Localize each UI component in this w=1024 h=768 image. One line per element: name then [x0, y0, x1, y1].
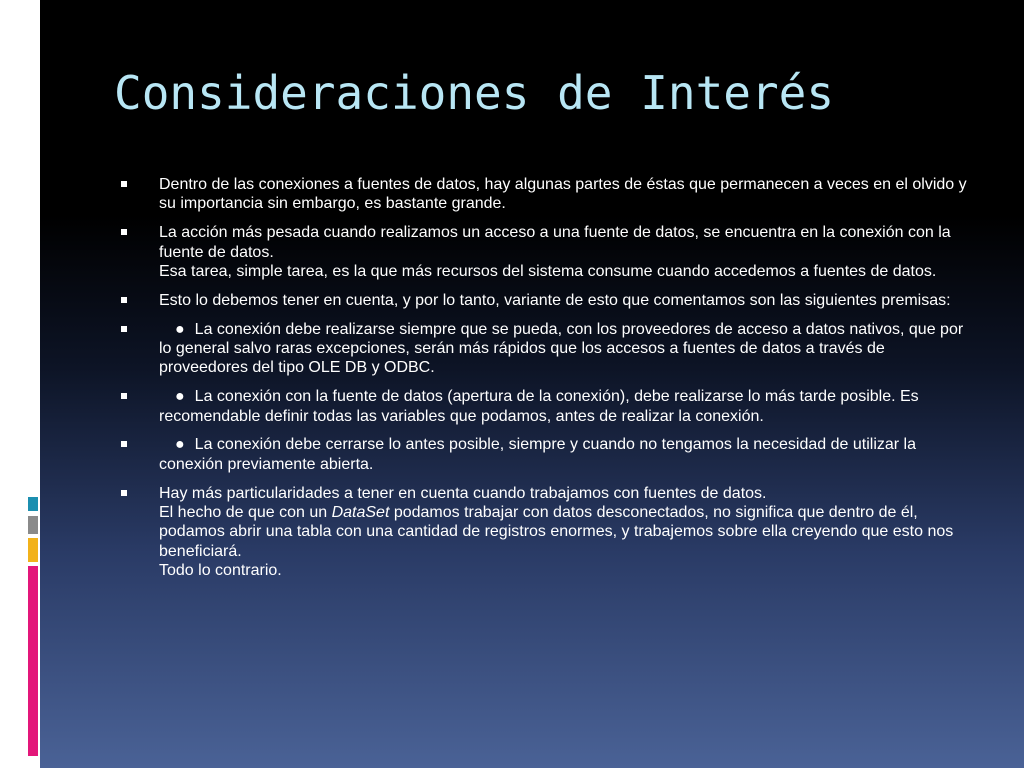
round-bullet-icon: ● — [175, 388, 185, 406]
square-bullet-icon — [121, 297, 127, 303]
bullet-text: Esa tarea, simple tarea, es la que más recursos del sistema consume cuando accedemos a fuentes de datos. — [159, 263, 937, 281]
bullet-item — [118, 387, 978, 426]
bullet-text: Dentro de las conexiones a fuentes de datos, hay algunas partes de éstas que permanecen a veces en el olvido y su importancia sin embargo, es bastante grande. — [159, 176, 967, 213]
round-bullet-icon: ● — [175, 436, 185, 454]
bullet-text: El hecho de que con un — [159, 504, 332, 522]
bullet-text: La conexión con la fuente de datos (apertura de la conexión), debe realizarse lo más tarde posible. Es recomendable definir todas las variables que podamos, antes de realizar la conexión. — [159, 388, 919, 425]
square-bullet-icon — [121, 393, 127, 399]
dataset-term: DataSet — [331, 504, 390, 522]
bullet-text: La conexión debe cerrarse lo antes posible, siempre y cuando no tengamos la necesidad de utilizar la conexión previamente abierta. — [159, 436, 916, 473]
square-bullet-icon — [121, 181, 127, 187]
square-bullet-icon — [121, 326, 127, 332]
left-margin-strip — [0, 0, 40, 768]
bullet-text: Hay más particularidades a tener en cuenta cuando trabajamos con fuentes de datos. — [159, 484, 767, 502]
bullet-text: La acción más pesada cuando realizamos un acceso a una fuente de datos, se encuentra en la conexión con la fuente de datos. — [159, 224, 951, 261]
bullet-text: Esto lo debemos tener en cuenta, y por lo tanto, variante de esto que comentamos son las siguientes premisas: — [159, 291, 951, 309]
square-bullet-icon — [121, 229, 127, 235]
bullet-text: Todo lo contrario. — [159, 562, 282, 580]
accent-bar-blue — [28, 497, 38, 511]
bullet-item — [118, 320, 978, 378]
square-bullet-icon — [121, 441, 127, 447]
bullet-item — [118, 291, 978, 310]
slide — [40, 0, 1024, 768]
bullet-item — [118, 223, 978, 281]
bullet-text: La conexión debe realizarse siempre que se pueda, con los proveedores de acceso a datos nativos, que por lo general salvo raras excepciones, serán más rápidos que los accesos a fuentes de datos a través de proveedores del tipo OLE DB y ODBC. — [159, 320, 964, 377]
accent-bar-gray — [28, 516, 38, 534]
bullet-item — [118, 175, 978, 214]
bullet-item — [118, 484, 978, 581]
bullet-text: podamos trabajar con datos desconectados, no significa que dentro de él, podamos abrir una tabla con una cantidad de registros enormes, y trabajemos sobre ella creyendo que esto nos beneficiará. — [159, 504, 954, 560]
round-bullet-icon: ● — [175, 320, 185, 338]
square-bullet-icon — [121, 490, 127, 496]
bullet-list — [118, 175, 978, 590]
bullet-item — [118, 435, 978, 474]
accent-bar-pink — [28, 566, 38, 756]
accent-bar-yellow — [28, 538, 38, 562]
slide-title: Consideraciones de Interés — [114, 66, 835, 120]
